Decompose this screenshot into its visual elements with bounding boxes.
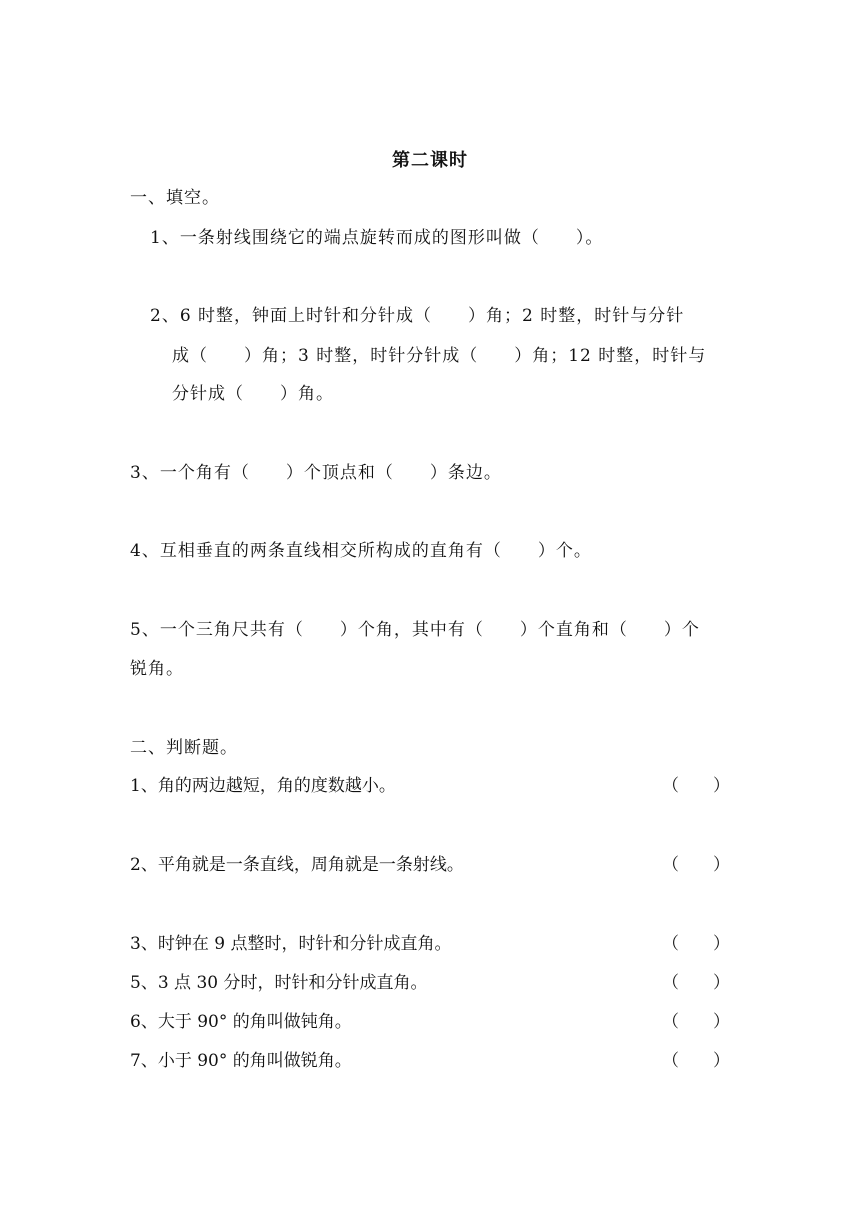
answer-blank[interactable]: （ ） xyxy=(662,973,730,993)
judge-item-text: 7、小于 90° 的角叫做锐角。 xyxy=(130,1051,352,1071)
fill-question-1: 1、一条射线围绕它的端点旋转而成的图形叫做（ ）。 xyxy=(150,228,604,248)
fill-question-5-line2: 锐角。 xyxy=(130,659,184,679)
fill-question-2-line2: 成（ ）角；3 时整，时针分针成（ ）角；12 时整，时针与 xyxy=(172,346,707,366)
judge-item-text: 6、大于 90° 的角叫做钝角。 xyxy=(130,1012,352,1032)
page-title: 第二课时 xyxy=(392,150,468,171)
judge-item-text: 5、3 点 30 分时，时针和分针成直角。 xyxy=(130,973,428,993)
section2-heading: 二、判断题。 xyxy=(130,738,238,758)
answer-blank[interactable]: （ ） xyxy=(662,776,730,796)
judge-item-text: 3、时钟在 9 点整时，时针和分针成直角。 xyxy=(130,934,452,954)
judge-item-text: 2、平角就是一条直线，周角就是一条射线。 xyxy=(130,855,464,875)
answer-blank[interactable]: （ ） xyxy=(662,1051,730,1071)
section1-heading: 一、填空。 xyxy=(130,188,220,208)
fill-question-5-line1: 5、一个三角尺共有（ ）个角，其中有（ ）个直角和（ ）个 xyxy=(130,620,700,640)
answer-blank[interactable]: （ ） xyxy=(662,934,730,954)
fill-question-2-line3: 分针成（ ）角。 xyxy=(172,384,334,404)
judge-item-text: 1、角的两边越短，角的度数越小。 xyxy=(130,776,396,796)
fill-question-2-line1: 2、6 时整，钟面上时针和分针成（ ）角；2 时整，时针与分针 xyxy=(150,306,685,326)
answer-blank[interactable]: （ ） xyxy=(662,1012,730,1032)
fill-question-4: 4、互相垂直的两条直线相交所构成的直角有（ ）个。 xyxy=(130,541,592,561)
answer-blank[interactable]: （ ） xyxy=(662,855,730,875)
fill-question-3: 3、一个角有（ ）个顶点和（ ）条边。 xyxy=(130,463,502,483)
